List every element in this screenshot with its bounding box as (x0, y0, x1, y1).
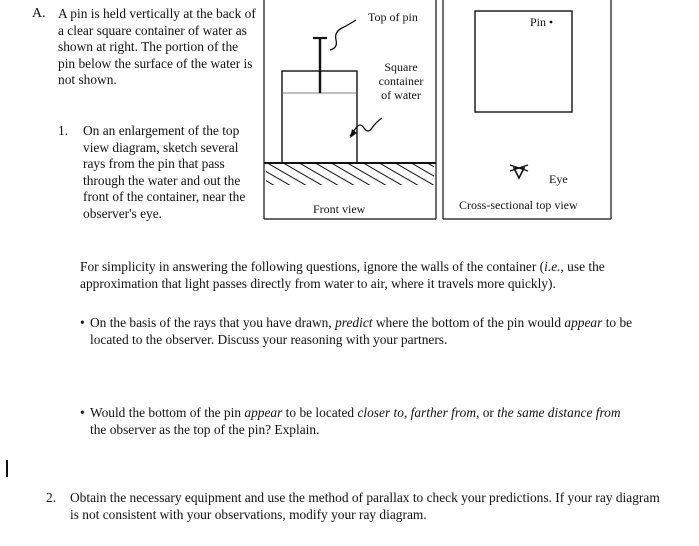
bullet-2-sep2: , or (476, 405, 498, 420)
eye-label: Eye (549, 172, 568, 186)
bullet-1-marker: • (80, 315, 85, 330)
top-of-pin-pointer (330, 20, 356, 50)
section-intro: A pin is held vertically at the back of a clear square container of water as shown at right. The portion of the pin below the surface of the water is not shown. (58, 6, 256, 88)
top-view-container (475, 11, 572, 112)
bullet-2-part1: Would the bottom of the pin (90, 405, 245, 420)
bullet-1-part1: On the basis of the rays that you have drawn, (90, 315, 336, 330)
bullet-question-2 (80, 405, 640, 438)
question-1-text: On an enlargement of the top view diagram, sketch several rays from the pin that pass through the water and out the front of the container, near the observer's eye. (83, 123, 246, 221)
front-view-label: Front view (313, 202, 366, 216)
bullet-2-part2: to be located (282, 405, 358, 420)
pin-label: Pin (530, 15, 547, 29)
pin-dot (550, 21, 553, 24)
simplicity-part1: For simplicity in answering the following questions, ignore the walls of the container ( (80, 259, 545, 274)
bullet-2-closer: closer to (357, 405, 404, 420)
ground-hatch (266, 163, 434, 185)
bullet-2-same: the same distance from (497, 405, 621, 420)
bullet-1-part2: where the bottom of the pin would (372, 315, 565, 330)
simplicity-ie: i.e. (544, 259, 561, 274)
bullet-1-part3: to be located to the observer. Discuss your reasoning with your partners. (90, 315, 633, 347)
container-label (371, 60, 431, 102)
bullet-1-appear: appear (564, 315, 603, 330)
text-cursor (6, 460, 8, 477)
bullet-2-part3: the observer as the top of the pin? Explain. (90, 421, 320, 437)
simplicity-paragraph (80, 259, 660, 292)
container-label-line3: of water (381, 88, 421, 102)
container-label-line2: container (378, 74, 424, 88)
eye-icon (510, 165, 528, 178)
question-2-text: Obtain the necessary equipment and use the method of parallax to check your predictions. If your ray diagram is not consistent with your observations, modify your ray diagram. (70, 490, 660, 522)
section-label: A. (32, 6, 46, 21)
simplicity-part2: , use the approximation that light passes directly from water to air, where it travels more quickly). (80, 259, 605, 291)
bullet-question-1 (80, 315, 640, 348)
bullet-2-marker: • (80, 405, 85, 420)
bullet-2-sep1: , (403, 405, 411, 420)
bullet-2-farther: farther from (410, 405, 476, 420)
front-view-panel (264, 0, 436, 219)
question-1-number: 1. (58, 123, 69, 138)
bullet-2-appear: appear (244, 405, 283, 420)
top-view-panel (443, 0, 611, 219)
container-label-line1: Square (384, 60, 418, 74)
question-2-number: 2. (46, 490, 57, 505)
bullet-1-predict: predict (335, 315, 373, 330)
top-view-label: Cross-sectional top view (459, 198, 578, 212)
top-of-pin-label: Top of pin (368, 10, 418, 24)
